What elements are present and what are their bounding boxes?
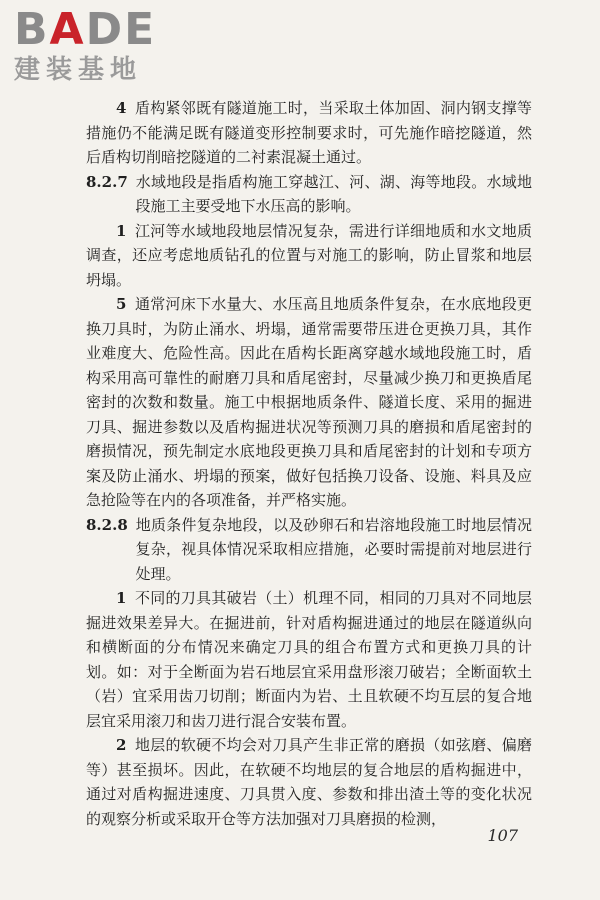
item-number: 2 [116, 736, 127, 754]
paragraph: 5 通常河床下水量大、水压高且地质条件复杂，在水底地段更换刀具时，为防止涌水、坍塌，通常需要带压进仓更换刀具，其作业难度大、危险性高。因此在盾构长距离穿越水域地段施工时，盾构采用高可靠性的耐磨刀具和盾尾密封，尽量减少换刀和更换盾尾密封的次数和数量。施工中根据地质条件、隧道长度、采用的掘进刀具、掘进参数以及盾构掘进状况等预测刀具的磨损和盾尾密封的磨损情况，预先制定水底地段更换刀具和盾尾密封的计划和专项方案及防止涌水、坍塌的预案，做好包括换刀设备、设施、料具及应急抢险等在内的各项准备，并严格实施。 [86, 295, 532, 509]
section-paragraph: 8.2.8 地质条件复杂地段，以及砂卵石和岩溶地段施工时地层情况复杂，视具体情况采取相应措施，必要时需提前对地层进行处理。 [86, 513, 532, 587]
paragraph: 4 盾构紧邻既有隧道施工时，当采取土体加固、洞内钢支撑等措施仍不能满足既有隧道变形控制要求时，可先施作暗挖隧道，然后盾构切削暗挖隧道的二衬素混凝土通过。 [86, 99, 532, 166]
paragraph: 1 不同的刀具其破岩（土）机理不同，相同的刀具对不同地层掘进效果差异大。在掘进前，针对盾构掘进通过的地层在隧道纵向和横断面的分布情况来确定刀具的组合布置方式和更换刀具的计划。如：对于全断面为岩石地层宜采用盘形滚刀破岩；全断面软土（岩）宜采用齿刀切削；断面内为岩、土且软硬不均互层的复合地层宜采用滚刀和齿刀进行混合安装布置。 [86, 589, 532, 730]
logo-subtitle: 建装基地 [14, 55, 143, 85]
item-number: 4 [116, 99, 127, 117]
item-number: 1 [116, 221, 127, 240]
logo-wordmark: BADE [14, 4, 157, 55]
page-number: 107 [487, 826, 518, 845]
logo-accent-letter: A [49, 4, 86, 55]
item-number: 5 [116, 295, 127, 313]
section-paragraph: 8.2.7 水域地段是指盾构施工穿越江、河、湖、海等地段。水域地段施工主要受地下水压高的影响。 [86, 170, 532, 219]
logo [14, 4, 174, 86]
section-number: 8.2.8 [86, 515, 128, 534]
paragraph: 1 江河等水域地段地层情况复杂，需进行详细地质和水文地质调查，还应考虑地质钻孔的位置与对施工的影响，防止冒浆和地层坍塌。 [86, 221, 532, 289]
paragraph: 2 地层的软硬不均会对刀具产生非正常的磨损（如弦磨、偏磨等）甚至损坏。因此，在软硬不均地层的复合地层的盾构掘进中，通过对盾构掘进速度、刀具贯入度、参数和排出渣土等的变化状况的观察分析或采取开仓等方法加强对刀具磨损的检测， [86, 736, 532, 828]
item-number: 1 [116, 589, 127, 607]
page-body [86, 96, 532, 831]
section-number: 8.2.7 [86, 172, 128, 191]
